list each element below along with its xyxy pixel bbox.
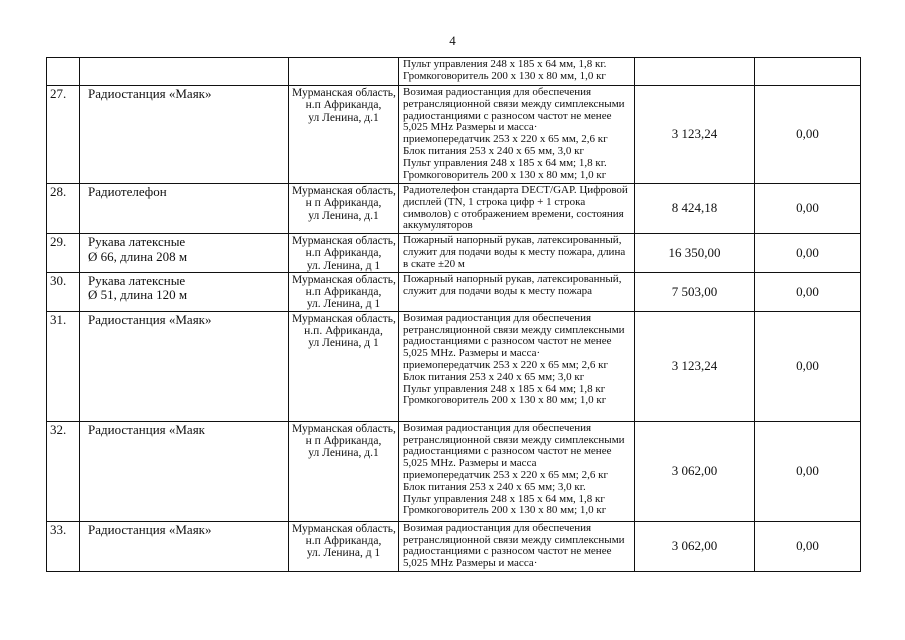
address-line: ул Ленина, д.1: [308, 447, 379, 460]
table-row: [47, 86, 861, 184]
asset-description: [399, 184, 635, 234]
residual-value: 0,00: [755, 234, 861, 273]
description-line: радиостанциями с разносом частот не менее: [403, 545, 612, 558]
asset-name-line: Ø 51, длина 120 м: [88, 287, 188, 303]
asset-name-line: Радиотелефон: [88, 184, 167, 199]
book-value: 3 123,24: [635, 86, 755, 184]
book-value: 3 062,00: [635, 421, 755, 521]
description-line: Пульт управления 248 х 185 х 64 мм; 1,8 кг: [403, 382, 606, 395]
table-row: [47, 184, 861, 234]
table-row: [47, 234, 861, 273]
description-line: в скате ±20 м: [403, 257, 465, 270]
table-row: [47, 421, 861, 521]
address-line: н.п Африканда,: [305, 247, 382, 260]
asset-name: [80, 184, 289, 234]
table-row: [47, 521, 861, 571]
asset-address: [289, 272, 399, 311]
asset-description: [399, 234, 635, 273]
description-line: приемопередатчик 253 х 220 х 65 мм; 2,6 кг: [403, 358, 608, 371]
book-value: 3 062,00: [635, 521, 755, 571]
description-line: Блок питания 253 х 240 х 65 мм; 3,0 кг.: [403, 480, 586, 493]
address-line: н п Африканда,: [305, 435, 382, 448]
address-line: ул Ленина, д.1: [308, 111, 379, 124]
asset-name-line: Радиостанция «Маяк»: [88, 311, 212, 327]
row-number: 27.: [47, 86, 80, 184]
description-line: Пульт управления 248 х 185 х 64 мм, 1,8 кг: [403, 492, 605, 505]
row-number: 33.: [47, 521, 80, 571]
page-number: 4: [449, 33, 456, 48]
asset-description: [399, 272, 635, 311]
description-line: аккумуляторов: [403, 219, 473, 232]
address-line: Мурманская область,: [292, 185, 396, 197]
asset-table: [46, 57, 861, 572]
asset-address: [289, 58, 399, 86]
asset-name-line: Радиостанция «Маяк»: [88, 86, 212, 101]
asset-name: [80, 311, 289, 421]
address-line: Мурманская область,: [292, 273, 396, 286]
row-number: 31.: [47, 311, 80, 421]
row-number: 29.: [47, 234, 80, 273]
description-line: приемопередатчик 253 х 220 х 65 мм; 2,6 кг: [403, 468, 608, 481]
description-line: Пожарный напорный рукав, латексированный,: [403, 234, 622, 246]
address-line: ул. Ленина, д 1: [306, 298, 381, 311]
description-line: радиостанциями с разносом частот не менее: [403, 445, 612, 458]
asset-description: [399, 58, 635, 86]
asset-address: [289, 521, 399, 571]
table-row: [47, 58, 861, 86]
residual-value: 0,00: [755, 272, 861, 311]
book-value: 8 424,18: [635, 184, 755, 234]
address-line: н.п Африканда,: [305, 286, 382, 299]
row-number: 30.: [47, 272, 80, 311]
description-line: радиостанциями с разносом частот не менее: [403, 109, 612, 122]
residual-value: 0,00: [755, 311, 861, 421]
description-line: Возимая радиостанция для обеспечения: [403, 311, 592, 324]
description-line: Пульт управления 248 х 185 х 64 мм, 1,8 кг.: [403, 58, 607, 70]
description-line: 5,025 MHz. Размеры и масса·: [403, 347, 541, 360]
residual-value: 0,00: [755, 521, 861, 571]
address-line: н.п Африканда,: [305, 535, 382, 548]
asset-name-line: Радиостанция «Маяк»: [88, 521, 212, 537]
asset-name-line: Радиостанция «Маяк: [88, 421, 205, 437]
description-line: служит для подачи воды к месту пожара: [403, 284, 592, 297]
address-line: Мурманская область,: [292, 312, 396, 325]
table-row: [47, 272, 861, 311]
description-line: Возимая радиостанция для обеспечения: [403, 421, 592, 434]
asset-address: [289, 234, 399, 273]
description-line: дисплей (TN, 1 строка цифр + 1 строка: [403, 195, 586, 208]
description-line: Пульт управления 248 х 185 х 64 мм; 1,8 кг.: [403, 156, 607, 169]
description-line: приемопередатчик 253 х 220 х 65 мм, 2,6 кг: [403, 133, 608, 146]
description-line: Возимая радиостанция для обеспечения: [403, 86, 592, 98]
book-value: 7 503,00: [635, 272, 755, 311]
address-line: ул Ленина, д.1: [308, 209, 379, 222]
description-line: 5,025 MHz. Размеры и масса: [403, 457, 537, 470]
row-number: 32.: [47, 421, 80, 521]
asset-description: [399, 311, 635, 421]
description-line: Громкоговоритель 200 х 130 х 80 мм; 1,0 кг: [403, 504, 607, 517]
asset-description: [399, 521, 635, 571]
asset-table-body: [47, 58, 861, 572]
description-line: Пожарный напорный рукав, латексированный,: [403, 272, 622, 285]
residual-value: 0,00: [755, 86, 861, 184]
description-line: Блок питания 253 х 240 х 65 мм, 3,0 кг: [403, 144, 584, 157]
description-line: 5,025 MHz Размеры и масса·: [403, 121, 538, 134]
residual-value: 0,00: [755, 421, 861, 521]
residual-value: 0,00: [755, 184, 861, 234]
description-line: Возимая радиостанция для обеспечения: [403, 521, 592, 534]
asset-name: [80, 272, 289, 311]
asset-name: [80, 421, 289, 521]
address-line: Мурманская область,: [292, 235, 396, 247]
asset-name-line: Рукава латексные: [88, 272, 186, 288]
asset-address: [289, 421, 399, 521]
description-line: Громкоговоритель 200 х 130 х 80 мм; 1,0 кг: [403, 168, 607, 181]
description-line: Громкоговоритель 200 х 130 х 80 мм, 1,0 кг: [403, 69, 606, 82]
book-value: 3 123,24: [635, 311, 755, 421]
description-line: Громкоговоритель 200 х 130 х 80 мм; 1,0 кг: [403, 394, 607, 407]
asset-address: [289, 184, 399, 234]
description-line: Блок питания 253 х 240 х 65 мм; 3,0 кг: [403, 370, 585, 383]
description-line: радиостанциями с разносом частот не менее: [403, 335, 612, 348]
row-number: 28.: [47, 184, 80, 234]
description-line: ретрансляционной связи между симплексными: [403, 533, 625, 546]
description-line: Радиотелефон стандарта DECT/GAP. Цифровой: [403, 184, 628, 196]
description-line: 5,025 MHz Размеры и масса·: [403, 557, 538, 570]
asset-name: [80, 234, 289, 273]
address-line: Мурманская область,: [292, 522, 396, 535]
asset-description: [399, 421, 635, 521]
address-line: Мурманская область,: [292, 87, 396, 99]
asset-description: [399, 86, 635, 184]
row-number: [47, 58, 80, 86]
address-line: н.п Африканда,: [305, 99, 382, 112]
address-line: ул Ленина, д 1: [308, 337, 379, 350]
asset-address: [289, 311, 399, 421]
address-line: Мурманская область,: [292, 422, 396, 435]
description-line: ретрансляционной связи между симплексными: [403, 323, 625, 336]
asset-address: [289, 86, 399, 184]
book-value: 16 350,00: [635, 234, 755, 273]
description-line: служит для подачи воды к месту пожара, длина: [403, 245, 626, 258]
description-line: ретрансляционной связи между симплексными: [403, 433, 625, 446]
asset-name-line: Рукава латексные: [88, 234, 186, 249]
description-line: ретрансляционной связи между симплексными: [403, 97, 625, 110]
address-line: ул. Ленина, д 1: [306, 259, 381, 272]
table-row: [47, 311, 861, 421]
address-line: н п Африканда,: [305, 197, 382, 210]
asset-name: [80, 521, 289, 571]
description-line: символов) с отображением времени, состояния: [403, 207, 624, 220]
address-line: н.п. Африканда,: [304, 325, 383, 338]
residual-value: [755, 58, 861, 86]
asset-name: [80, 86, 289, 184]
asset-name: [80, 58, 289, 86]
asset-name-line: Ø 66, длина 208 м: [88, 248, 188, 264]
book-value: [635, 58, 755, 86]
address-line: ул. Ленина, д 1: [306, 547, 381, 560]
